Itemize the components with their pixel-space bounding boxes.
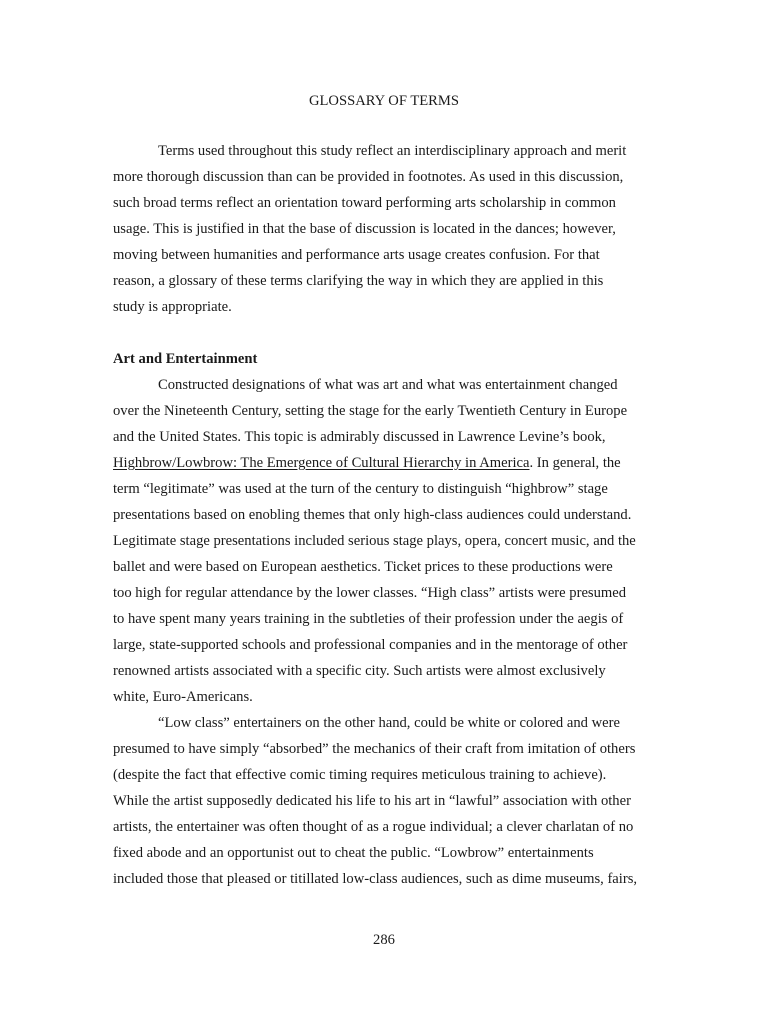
para1-line: and the United States. This topic is admirably discussed in Lawrence Levine’s book, (113, 429, 606, 445)
intro-line: such broad terms reflect an orientation toward performing arts scholarship in common (113, 195, 616, 211)
para1-line: ballet and were based on European aesthetics. Ticket prices to these productions were (113, 559, 613, 575)
intro-line: study is appropriate. (113, 299, 232, 315)
para1-line: term “legitimate” was used at the turn of the century to distinguish “highbrow” stage (113, 481, 608, 497)
para2-line: While the artist supposedly dedicated his life to his art in “lawful” association with other (113, 793, 631, 809)
para2-line: (despite the fact that effective comic timing requires meticulous training to achieve). (113, 767, 607, 783)
page-title: GLOSSARY OF TERMS (308, 93, 460, 109)
para1-line: large, state-supported schools and professional companies and in the mentorage of other (113, 637, 628, 653)
intro-line: more thorough discussion than can be provided in footnotes. As used in this discussion, (113, 169, 624, 185)
para1-line-with-title (113, 453, 621, 473)
para1-line: to have spent many years training in the subtleties of their profession under the aegis of (113, 611, 624, 627)
para2-line: artists, the entertainer was often thought of as a rogue individual; a clever charlatan of no (113, 819, 634, 835)
book-title: Highbrow/Lowbrow: The Emergence of Cultural Hierarchy in America (113, 455, 530, 471)
para1-line-rest: . In general, the (529, 455, 621, 471)
para1-line: white, Euro-Americans. (113, 689, 253, 705)
para1-line: presentations based on enobling themes that only high-class audiences could understand. (113, 507, 632, 523)
para1-line: over the Nineteenth Century, setting the stage for the early Twentieth Century in Europe (113, 403, 628, 419)
section-heading: Art and Entertainment (113, 351, 258, 367)
para2-line: “Low class” entertainers on the other hand, could be white or colored and were (158, 715, 620, 731)
intro-line: usage. This is justified in that the base of discussion is located in the dances; however, (113, 221, 616, 237)
intro-line: moving between humanities and performance arts usage creates confusion. For that (113, 247, 600, 263)
para2-line: presumed to have simply “absorbed” the mechanics of their craft from imitation of others (113, 741, 636, 757)
para1-line: Constructed designations of what was art and what was entertainment changed (158, 377, 618, 393)
para1-line: too high for regular attendance by the lower classes. “High class” artists were presumed (113, 585, 627, 601)
intro-line: Terms used throughout this study reflect an interdisciplinary approach and merit (158, 143, 627, 159)
para2-line: included those that pleased or titillated low-class audiences, such as dime museums, fairs, (113, 871, 638, 887)
para1-line: Legitimate stage presentations included serious stage plays, opera, concert music, and the (113, 533, 636, 549)
page-number: 286 (373, 932, 395, 948)
intro-line: reason, a glossary of these terms clarifying the way in which they are applied in this (113, 273, 604, 289)
para1-line: renowned artists associated with a specific city. Such artists were almost exclusively (113, 663, 606, 679)
para2-line: fixed abode and an opportunist out to cheat the public. “Lowbrow” entertainments (113, 845, 594, 861)
